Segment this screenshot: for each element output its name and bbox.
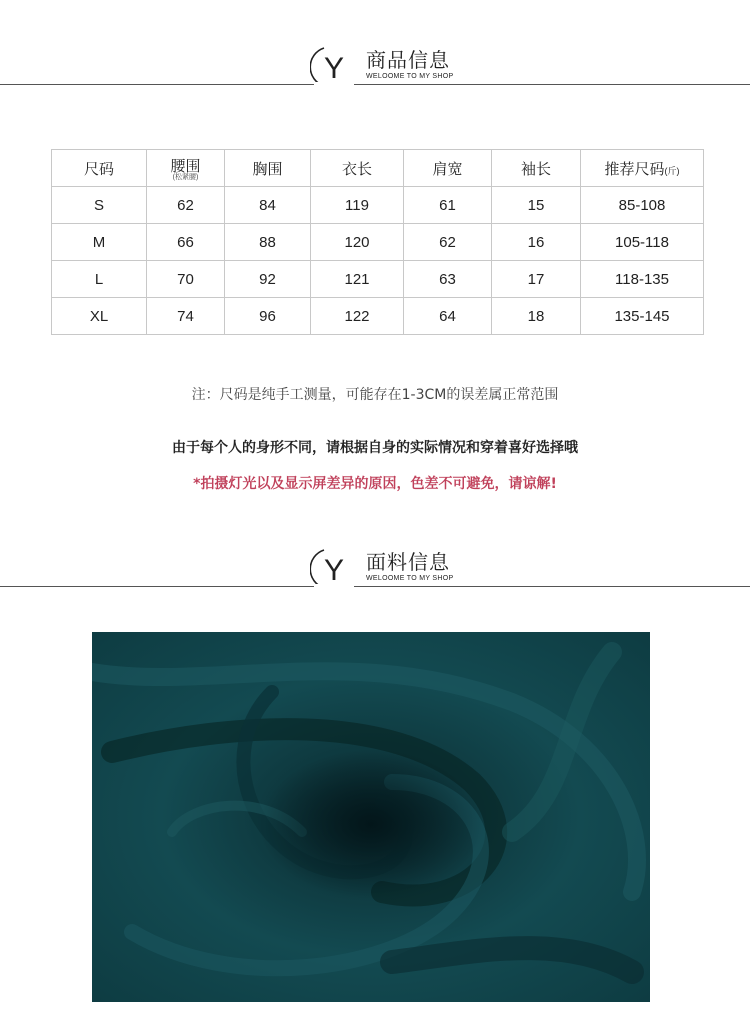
header-divider <box>0 84 750 85</box>
table-row <box>52 187 704 224</box>
table-cell: 135-145 <box>581 298 704 335</box>
svg-text:Y: Y <box>323 52 345 85</box>
table-cell: 74 <box>147 298 225 335</box>
y-logo-icon <box>310 42 356 88</box>
table-cell: 96 <box>225 298 311 335</box>
table-cell: 15 <box>492 187 581 224</box>
table-cell: 84 <box>225 187 311 224</box>
table-cell: 61 <box>404 187 492 224</box>
color-warning-note: *拍摄灯光以及显示屏差异的原因，色差不可避免，请谅解! <box>193 476 557 492</box>
section-subtitle: WELOOME TO MY SHOP <box>364 73 456 80</box>
section-subtitle: WELOOME TO MY SHOP <box>364 575 456 582</box>
table-row <box>52 298 704 335</box>
header-divider <box>0 586 750 587</box>
table-cell: XL <box>52 298 147 335</box>
y-logo-icon <box>310 544 356 590</box>
col-header-size: 尺码 <box>52 150 147 187</box>
table-cell: 118-135 <box>581 261 704 298</box>
table-cell: 66 <box>147 224 225 261</box>
table-cell: M <box>52 224 147 261</box>
size-table-header-row <box>52 150 704 187</box>
table-cell: 85-108 <box>581 187 704 224</box>
table-row <box>52 224 704 261</box>
section-title: 面料信息 <box>364 546 452 575</box>
col-header-shoulder: 肩宽 <box>404 150 492 187</box>
table-cell: 62 <box>404 224 492 261</box>
table-cell: 70 <box>147 261 225 298</box>
section-header-product <box>0 38 750 98</box>
table-cell: 18 <box>492 298 581 335</box>
col-header-length: 衣长 <box>311 150 404 187</box>
table-cell: 16 <box>492 224 581 261</box>
table-cell: 17 <box>492 261 581 298</box>
table-cell: 122 <box>311 298 404 335</box>
col-header-waist: 腰围 (松紧腰) <box>147 150 225 187</box>
fit-advice-note: 由于每个人的身形不同，请根据自身的实际情况和穿着喜好选择哦 <box>172 440 578 456</box>
table-cell: 88 <box>225 224 311 261</box>
table-row <box>52 261 704 298</box>
table-cell: 119 <box>311 187 404 224</box>
svg-text:Y: Y <box>323 554 345 587</box>
section-title: 商品信息 <box>364 44 452 73</box>
section-header-fabric <box>0 540 750 600</box>
fabric-swirl-photo <box>92 632 650 1002</box>
table-cell: 64 <box>404 298 492 335</box>
measurement-note: 注：尺码是纯手工测量，可能存在1-3CM的误差属正常范围 <box>191 387 559 403</box>
col-header-sleeve: 袖长 <box>492 150 581 187</box>
table-cell: 121 <box>311 261 404 298</box>
waist-note: (松紧腰) <box>172 174 199 181</box>
recommend-unit: (斤) <box>664 165 680 176</box>
table-cell: 120 <box>311 224 404 261</box>
table-cell: S <box>52 187 147 224</box>
size-table <box>51 149 704 335</box>
table-cell: 62 <box>147 187 225 224</box>
table-cell: 105-118 <box>581 224 704 261</box>
table-cell: 92 <box>225 261 311 298</box>
col-header-recommend: 推荐尺码(斤) <box>581 150 704 187</box>
col-header-chest: 胸围 <box>225 150 311 187</box>
table-cell: L <box>52 261 147 298</box>
table-cell: 63 <box>404 261 492 298</box>
